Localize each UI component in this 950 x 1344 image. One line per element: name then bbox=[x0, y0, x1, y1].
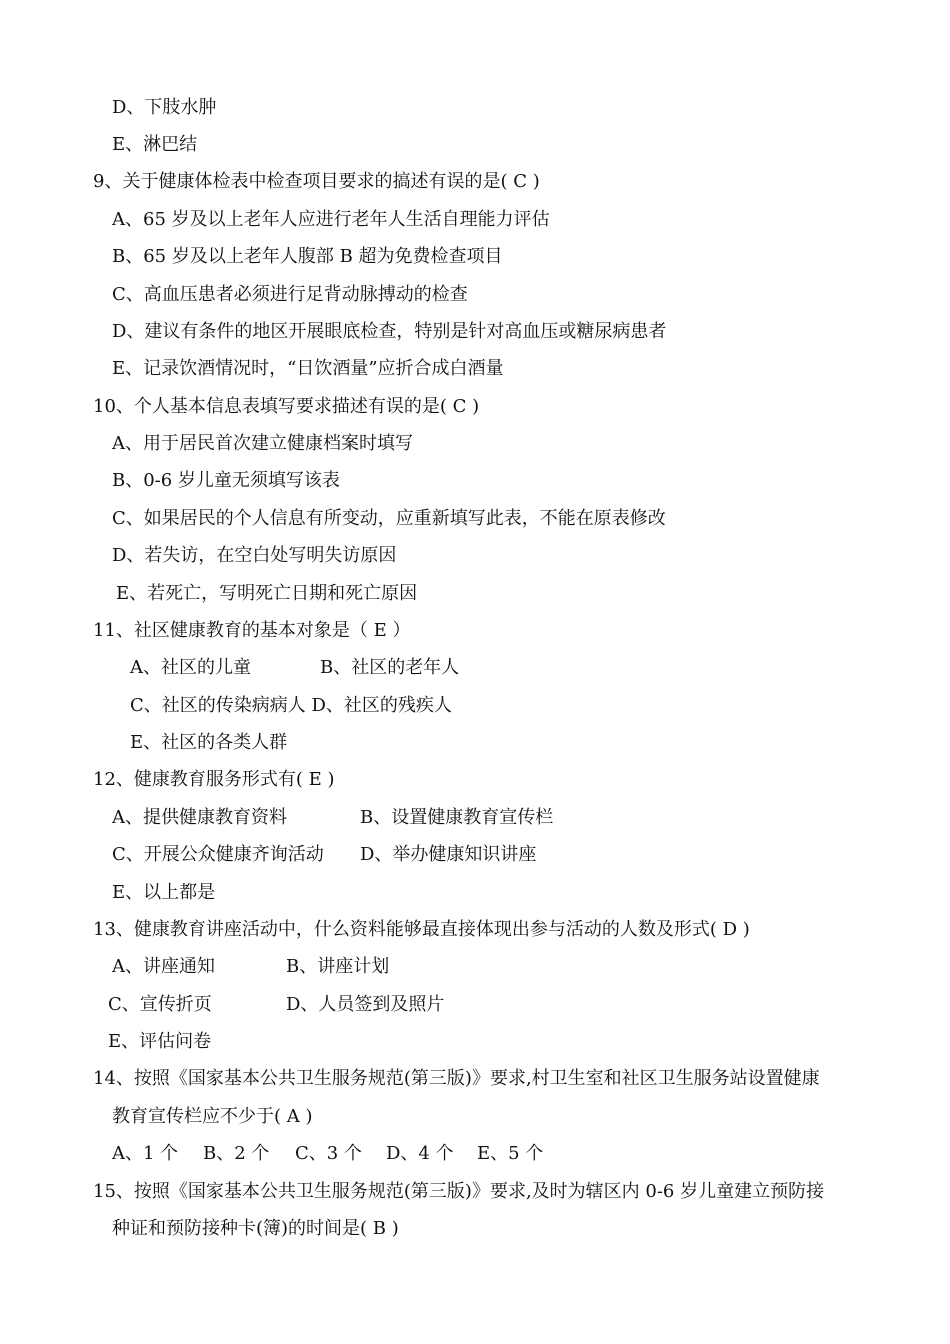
q13-option-a: A、讲座通知 bbox=[112, 956, 215, 977]
q10-option-b: B、0-6 岁儿童无须填写该表 bbox=[112, 470, 340, 491]
q12-option-b: B、设置健康教育宣传栏 bbox=[360, 807, 554, 828]
q14-option-d: D、4 个 bbox=[386, 1143, 454, 1164]
q11-option-b: B、社区的老年人 bbox=[320, 657, 460, 678]
q10-question: 10、个人基本信息表填写要求描述有误的是( C ) bbox=[93, 396, 480, 417]
q13-option-c: C、宣传折页 bbox=[108, 994, 212, 1015]
q12-option-e: E、以上都是 bbox=[112, 882, 216, 903]
q10-option-c: C、如果居民的个人信息有所变动，应重新填写此表，不能在原表修改 bbox=[112, 508, 666, 529]
q9-question: 9、关于健康体检表中检查项目要求的搞述有误的是( C ) bbox=[93, 171, 540, 192]
q11-option-cd: C、社区的传染病病人 D、社区的残疾人 bbox=[130, 695, 452, 716]
q15-question: 15、按照《国家基本公共卫生服务规范(第三版)》要求,及时为辖区内 0-6 岁儿童建立预防接 bbox=[93, 1181, 825, 1202]
q15-question-continued: 种证和预防接种卡(簿)的时间是( B ) bbox=[112, 1218, 399, 1239]
q9-option-a: A、65 岁及以上老年人应进行老年人生活自理能力评估 bbox=[112, 209, 550, 230]
q13-question: 13、健康教育讲座活动中，什么资料能够最直接体现出参与活动的人数及形式( D ) bbox=[93, 919, 750, 940]
q14-option-a: A、1 个 bbox=[112, 1143, 179, 1164]
q14-option-b: B、2 个 bbox=[203, 1143, 270, 1164]
q12-option-c: C、开展公众健康齐询活动 bbox=[112, 844, 324, 865]
q13-option-e: E、评估问卷 bbox=[108, 1031, 212, 1052]
q9-option-b: B、65 岁及以上老年人腹部 B 超为免费检查项目 bbox=[112, 246, 503, 267]
q9-option-e: E、记录饮酒情况时，“日饮酒量”应折合成白酒量 bbox=[112, 358, 504, 379]
q13-option-d: D、人员签到及照片 bbox=[286, 994, 445, 1015]
q14-option-c: C、3 个 bbox=[295, 1143, 362, 1164]
q14-option-e: E、5 个 bbox=[477, 1143, 544, 1164]
q10-option-e: E、若死亡，写明死亡日期和死亡原因 bbox=[116, 583, 418, 604]
q11-question: 11、社区健康教育的基本对象是（ E ） bbox=[93, 620, 411, 641]
q11-option-e: E、社区的各类人群 bbox=[130, 732, 288, 753]
q14-question: 14、按照《国家基本公共卫生服务规范(第三版)》要求,村卫生室和社区卫生服务站设置健康 bbox=[93, 1068, 820, 1089]
q10-option-a: A、用于居民首次建立健康档案时填写 bbox=[112, 433, 413, 454]
q12-option-a: A、提供健康教育资料 bbox=[112, 807, 287, 828]
q12-question: 12、健康教育服务形式有( E ) bbox=[93, 769, 335, 790]
q14-question-continued: 教育宣传栏应不少于( A ) bbox=[112, 1106, 313, 1127]
q12-option-d: D、举办健康知识讲座 bbox=[360, 844, 537, 865]
q9-option-d: D、建议有条件的地区开展眼底检查，特别是针对高血压或糖尿病患者 bbox=[112, 321, 667, 342]
q9-option-c: C、高血压患者必须进行足背动脉搏动的检查 bbox=[112, 284, 468, 305]
q8-option-d: D、下肢水肿 bbox=[112, 97, 217, 118]
q13-option-b: B、讲座计划 bbox=[286, 956, 390, 977]
q8-option-e: E、淋巴结 bbox=[112, 134, 198, 155]
q11-option-a: A、社区的儿童 bbox=[130, 657, 251, 678]
q10-option-d: D、若失访，在空白处写明失访原因 bbox=[112, 545, 397, 566]
